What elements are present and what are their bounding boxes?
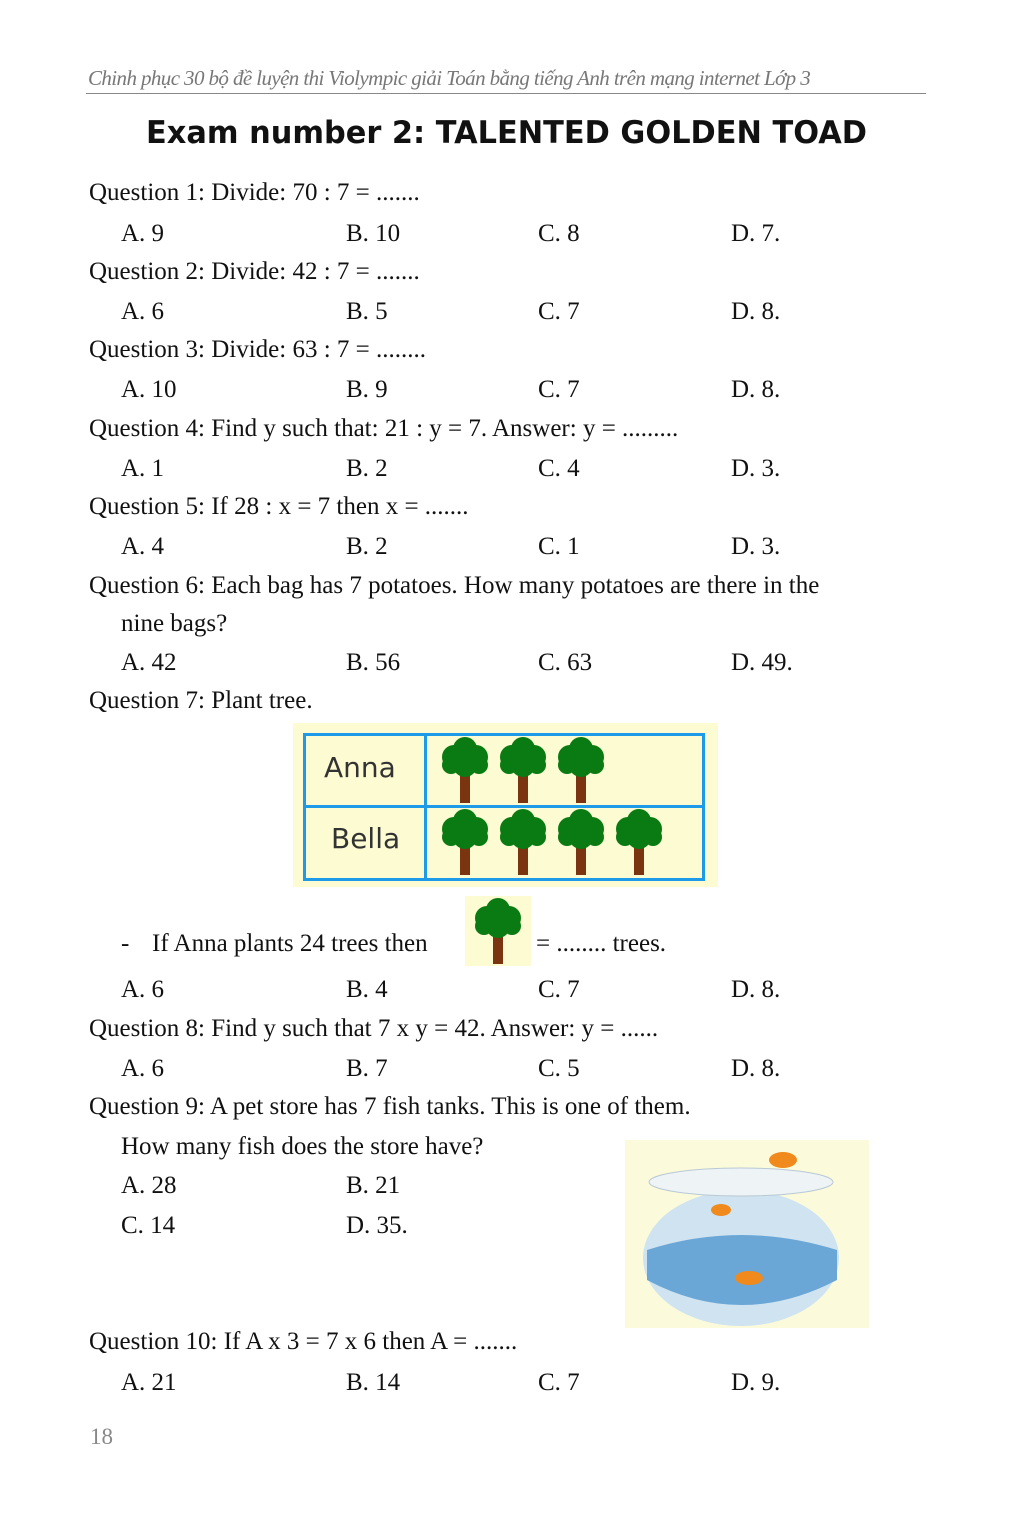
question-text-continued: How many fish does the store have? <box>121 1133 484 1160</box>
answer-option-c[interactable]: C. 63 <box>538 649 593 676</box>
answer-option-d[interactable]: D. 3. <box>731 455 781 482</box>
answer-option-b[interactable]: B. 21 <box>346 1172 401 1199</box>
answer-option-b[interactable]: B. 2 <box>346 533 388 560</box>
question-5 <box>89 492 469 522</box>
answer-option-b[interactable]: B. 4 <box>346 976 388 1003</box>
question-3 <box>89 335 426 365</box>
question-text: Divide: 70 : 7 = ....... <box>204 179 420 206</box>
question-label: Question 1: <box>89 179 205 206</box>
answer-option-a[interactable]: A. 21 <box>121 1369 177 1396</box>
answer-option-c[interactable]: C. 4 <box>538 455 580 482</box>
question-text-continued: nine bags? <box>121 610 228 637</box>
answer-option-b[interactable]: B. 14 <box>346 1369 401 1396</box>
question-label: Question 3: <box>89 336 205 363</box>
answer-option-d[interactable]: D. 8. <box>731 976 781 1003</box>
question-text: If A x 3 = 7 x 6 then A = ....... <box>217 1328 518 1355</box>
tree-icon <box>613 809 665 875</box>
question-7 <box>89 686 313 716</box>
answer-option-d[interactable]: D. 9. <box>731 1369 781 1396</box>
answer-option-d[interactable]: D. 35. <box>346 1212 408 1239</box>
answer-option-d[interactable]: D. 49. <box>731 649 793 676</box>
answer-option-c[interactable]: C. 1 <box>538 533 580 560</box>
question-6 <box>89 571 819 601</box>
tree-icon <box>497 737 549 803</box>
question-label: Question 2: <box>89 258 205 285</box>
tree-icon <box>555 809 607 875</box>
fish-icon <box>735 1271 763 1285</box>
answer-option-a[interactable]: A. 6 <box>121 976 165 1003</box>
row-name-bella: Bella <box>331 822 401 855</box>
question-text: Plant tree. <box>204 687 313 714</box>
answer-option-d[interactable]: D. 8. <box>731 298 781 325</box>
answer-option-a[interactable]: A. 6 <box>121 298 165 325</box>
question-1 <box>89 178 420 208</box>
answer-option-b[interactable]: B. 56 <box>346 649 401 676</box>
answer-option-a[interactable]: A. 1 <box>121 455 165 482</box>
question-text: A pet store has 7 fish tanks. This is one of them. <box>204 1093 691 1120</box>
answer-option-c[interactable]: C. 8 <box>538 220 580 247</box>
answer-option-b[interactable]: B. 2 <box>346 455 388 482</box>
answer-option-c[interactable]: C. 5 <box>538 1055 580 1082</box>
question-label: Question 10: <box>89 1328 218 1355</box>
tree-icon <box>497 809 549 875</box>
question-10 <box>89 1327 517 1357</box>
question-text: If 28 : x = 7 then x = ....... <box>204 493 469 520</box>
tree-icon <box>439 809 491 875</box>
answer-option-a[interactable]: A. 10 <box>121 376 177 403</box>
answer-option-d[interactable]: D. 8. <box>731 1055 781 1082</box>
answer-option-b[interactable]: B. 7 <box>346 1055 388 1082</box>
answer-option-a[interactable]: A. 42 <box>121 649 177 676</box>
question-label: Question 9: <box>89 1093 205 1120</box>
question-label: Question 4: <box>89 415 205 442</box>
answer-option-a[interactable]: A. 6 <box>121 1055 165 1082</box>
row-name-anna: Anna <box>324 751 396 784</box>
answer-option-c[interactable]: C. 7 <box>538 376 580 403</box>
exam-title: Exam number 2: TALENTED GOLDEN TOAD <box>145 115 868 151</box>
question-8 <box>89 1014 658 1044</box>
fish-icon <box>711 1204 731 1216</box>
tree-icon <box>555 737 607 803</box>
answer-option-c[interactable]: C. 14 <box>121 1212 176 1239</box>
question-text: Divide: 42 : 7 = ....... <box>204 258 420 285</box>
question-text: Divide: 63 : 7 = ........ <box>204 336 427 363</box>
page-number: 18 <box>90 1424 113 1449</box>
question-2 <box>89 257 420 287</box>
question-9 <box>89 1092 691 1122</box>
question-text: Find y such that: 21 : y = 7. Answer: y = ......... <box>204 415 679 442</box>
answer-option-b[interactable]: B. 9 <box>346 376 388 403</box>
question-text: Each bag has 7 potatoes. How many potatoes are there in the <box>204 572 820 599</box>
fish-icon <box>769 1152 797 1168</box>
sub-question-blank: = ........ trees. <box>536 930 667 957</box>
answer-option-d[interactable]: D. 3. <box>731 533 781 560</box>
answer-option-c[interactable]: C. 7 <box>538 1369 580 1396</box>
answer-option-c[interactable]: C. 7 <box>538 298 580 325</box>
sub-question-text: If Anna plants 24 trees then <box>152 930 428 957</box>
question-label: Question 7: <box>89 687 205 714</box>
question-text: Find y such that 7 x y = 42. Answer: y = ...... <box>204 1015 659 1042</box>
fishbowl-image <box>625 1140 869 1328</box>
question-label: Question 5: <box>89 493 205 520</box>
answer-option-d[interactable]: D. 7. <box>731 220 781 247</box>
tree-icon <box>472 898 524 964</box>
answer-option-d[interactable]: D. 8. <box>731 376 781 403</box>
running-header: Chinh phục 30 bộ đề luyện thi Violympic giải Toán bằng tiếng Anh trên mạng internet Lớp 3 <box>88 66 811 90</box>
question-label: Question 6: <box>89 572 205 599</box>
question-4 <box>89 414 678 444</box>
answer-option-c[interactable]: C. 7 <box>538 976 580 1003</box>
answer-option-a[interactable]: A. 4 <box>121 533 165 560</box>
bullet-dash: - <box>121 930 130 957</box>
answer-option-a[interactable]: A. 28 <box>121 1172 177 1199</box>
header-divider <box>86 93 926 94</box>
answer-option-b[interactable]: B. 10 <box>346 220 401 247</box>
answer-option-a[interactable]: A. 9 <box>121 220 165 247</box>
tree-icon <box>439 737 491 803</box>
answer-option-b[interactable]: B. 5 <box>346 298 388 325</box>
question-label: Question 8: <box>89 1015 205 1042</box>
